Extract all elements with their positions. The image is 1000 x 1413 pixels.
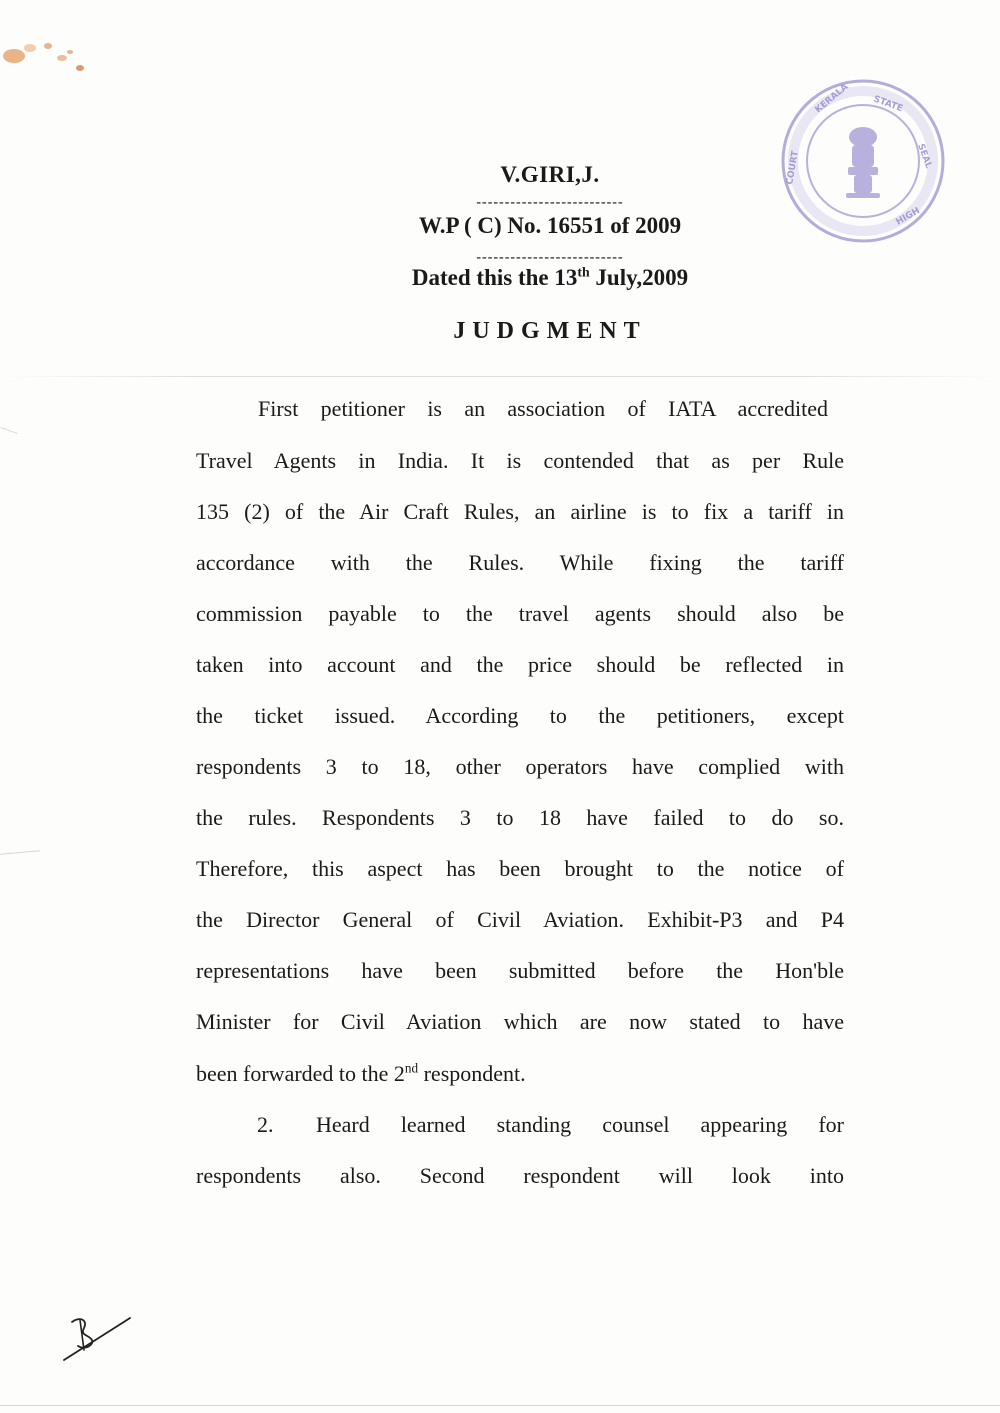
date-ordinal: th: [577, 264, 590, 280]
scan-divider: [0, 376, 1000, 377]
scan-artifact: [0, 850, 40, 854]
judge-name: V.GIRI,J.: [500, 162, 600, 187]
document-title: JUDGMENT: [453, 318, 647, 344]
body-line: Minister for Civil Aviation which are now stated to have: [196, 1009, 844, 1034]
svg-text:SEAL: SEAL: [915, 142, 934, 170]
body-line: 135 (2) of the Air Craft Rules, an airline is to fix a tariff in: [196, 499, 844, 524]
body-line: accordance with the Rules. While fixing the tariff: [196, 550, 844, 575]
body-line: Therefore, this aspect has been brought to the notice of: [196, 856, 844, 881]
svg-text:STATE: STATE: [871, 94, 905, 115]
handwritten-signature: [58, 1310, 140, 1365]
body-line: respondents 3 to 18, other operators have complied with: [196, 754, 844, 779]
body-line: First petitioner is an association of IATA accredited: [258, 396, 828, 421]
svg-text:COURT: COURT: [785, 150, 801, 186]
body-line: the Director General of Civil Aviation. Exhibit-P3 and P4: [196, 907, 844, 932]
svg-text:KERALA: KERALA: [813, 82, 851, 116]
separator-line: --------------------------: [476, 250, 624, 265]
body-line: the rules. Respondents 3 to 18 have failed to do so.: [196, 805, 844, 830]
body-line: representations have been submitted before the Hon'ble: [196, 958, 844, 983]
case-number: W.P ( C) No. 16551 of 2009: [418, 213, 682, 238]
body-line: Travel Agents in India. It is contended that as per Rule: [196, 448, 844, 473]
court-seal: [778, 75, 948, 247]
body-line-last: [196, 1060, 844, 1088]
date-suffix: July,2009: [589, 265, 689, 290]
svg-text:HIGH: HIGH: [894, 206, 922, 228]
body-line: Heard learned standing counsel appearing for: [316, 1112, 844, 1137]
body-line: taken into account and the price should be reflected in: [196, 652, 844, 677]
last-line-ordinal: nd: [404, 1060, 419, 1076]
scan-artifact: [0, 1405, 1000, 1406]
body-line: commission payable to the travel agents should also be: [196, 601, 844, 626]
date-prefix: Dated this the 13: [411, 265, 578, 290]
paragraph-number: 2.: [257, 1112, 274, 1137]
stain-mark: [0, 30, 95, 80]
separator-line: --------------------------: [476, 195, 624, 210]
scan-artifact: [0, 427, 17, 434]
body-line: respondents also. Second respondent will look into: [196, 1163, 844, 1188]
body-line: the ticket issued. According to the petitioners, except: [196, 703, 844, 728]
last-line-suffix: respondent.: [418, 1061, 526, 1086]
judgment-date: [300, 265, 800, 291]
last-line-prefix: been forwarded to the 2: [196, 1061, 405, 1086]
